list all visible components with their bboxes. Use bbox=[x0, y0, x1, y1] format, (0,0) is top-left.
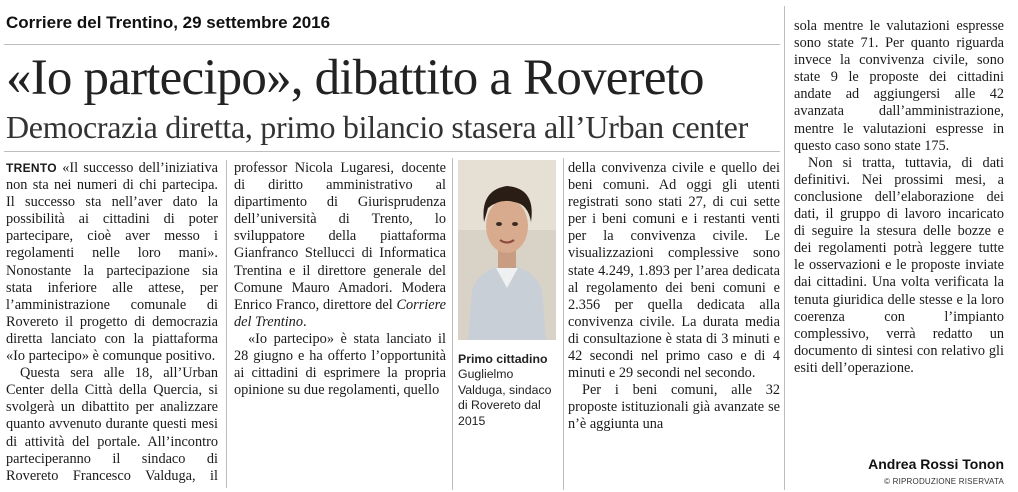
paragraph-text: «Il successo dell’iniziativa non sta nei numeri di chi partecipa. Il successo sta nell’aver dato la possibilità ai cittadini di poter partecipare, cioè aver messo i regolamenti nelle loro mani». Nonostante la partecipazione sia stata inferiore alle attese, per l’amministrazione comunale di Rovereto il progetto di democrazia diretta lanciato con la piattaforma «Io partecipo» è comunque positivo. bbox=[6, 160, 219, 365]
article-column-3 bbox=[568, 160, 780, 434]
header-rule bbox=[4, 44, 780, 45]
paragraph: Questa sera alle 18, all’Urban Center della Città della Quercia, si svolgerà un dibattito per analizzare quanto avvenuto durante questi mesi di attività del portale. All’incontro parteciperanno il sindaco di Rovereto Francesco Valduga, il professor Nicola Lugaresi, docente di diritto amministrativo al dipartimento di Giurisprudenza dell’università di Trento, lo sviluppatore della piattaforma Gianfranco Stellucci di Informatica Trentina e il direttore generale del Comune Mauro Amadori. Modera Enrico Franco, direttore del Corriere del Trentino. bbox=[6, 160, 447, 484]
paragraph-text: Questa sera alle 18, all’Urban Center della Città della Quercia, si svolgerà un dibattito per analizzare quanto avvenuto durante questi mesi di attività del portale. All’incontro parteciperanno il sindaco di Rovereto Francesco Valduga, il professor Nicola Lugaresi, docente di diritto amministrativo al dipartimento di Giurisprudenza dell’università di Trento, lo sviluppatore della piattaforma Gianfranco Stellucci di Informatica Trentina e il direttore generale del Comune Mauro Amadori. Modera Enrico Franco, direttore del bbox=[6, 160, 446, 484]
paragraph bbox=[6, 160, 218, 365]
article-body bbox=[6, 160, 446, 488]
article-column-4 bbox=[794, 18, 1004, 377]
paragraph: Per i beni comuni, alle 32 proposte istituzionali già avanzate se n’è aggiunta una bbox=[568, 382, 780, 433]
column-divider bbox=[563, 158, 564, 490]
mayor-photo bbox=[458, 160, 556, 340]
paragraph bbox=[234, 331, 446, 399]
caption-text: Guglielmo Valduga, sindaco di Rovereto dal 2015 bbox=[458, 367, 552, 428]
subhead-rule bbox=[4, 151, 780, 152]
column-divider bbox=[784, 6, 785, 490]
paragraph: sola mentre le valutazioni espresse sono state 71. Per quanto riguarda invece la convivenza civile, sono state 9 le proposte dei cittadini andate ad aggiungersi alle 42 avanzata dall’amministrazione, mentre le valutazioni espresse in questo caso sono state 175. bbox=[794, 18, 1004, 154]
newspaper-source: Corriere del Trentino, 29 settembre 2016 bbox=[6, 13, 331, 32]
paragraph: della convivenza civile e quello dei beni comuni. Ad oggi gli utenti registrati sono stati 27, di cui sette per i beni comuni e i restanti venti per la convivenza civile. Le visualizzazioni complessive sono state 4.249, 1.893 per l’area dedicata al regolamento dei beni comuni e 2.356 per quella dedicata alla convivenza civile. La durata media di consultazione è stata di 3 minuti e 42 secondi nel primo caso e di 4 minuti e 29 secondi nel secondo. bbox=[568, 160, 780, 382]
column-divider bbox=[452, 158, 453, 490]
copyright-notice: © RIPRODUZIONE RISERVATA bbox=[884, 477, 1004, 486]
author-signature: Andrea Rossi Tonon bbox=[868, 456, 1004, 472]
headline: «Io partecipo», dibattito a Rovereto bbox=[6, 50, 704, 106]
paragraph: Non si tratta, tuttavia, di dati definitivi. Nei prossimi mesi, a conclusione dell’elaborazione dei dati, il gruppo di lavoro incaricato di seguire la stesura delle bozze e dei regolamenti potrà leggere tutte le osservazioni e le proposte inviate dai cittadini. Una volta verificata la tenuta giuridica delle stesse e la loro coerenza con l’impianto complessivo, verrà redatto un documento di sintesi con relativo gli esiti dell’operazione. bbox=[794, 154, 1004, 376]
photo-caption bbox=[458, 352, 556, 429]
caption-title: Primo cittadino bbox=[458, 352, 548, 366]
paragraph-text: «Io partecipo» è stata lanciato il 28 giugno e ha offerto l’opportunità ai cittadini di esprimere la propria opinione su due regolamenti, quello bbox=[234, 330, 446, 399]
subheadline: Democrazia diretta, primo bilancio stasera all’Urban center bbox=[6, 109, 748, 145]
portrait-image bbox=[458, 160, 556, 340]
dateline: TRENTO bbox=[6, 161, 57, 175]
newspaper-name: Corriere del Trentino bbox=[234, 296, 447, 330]
